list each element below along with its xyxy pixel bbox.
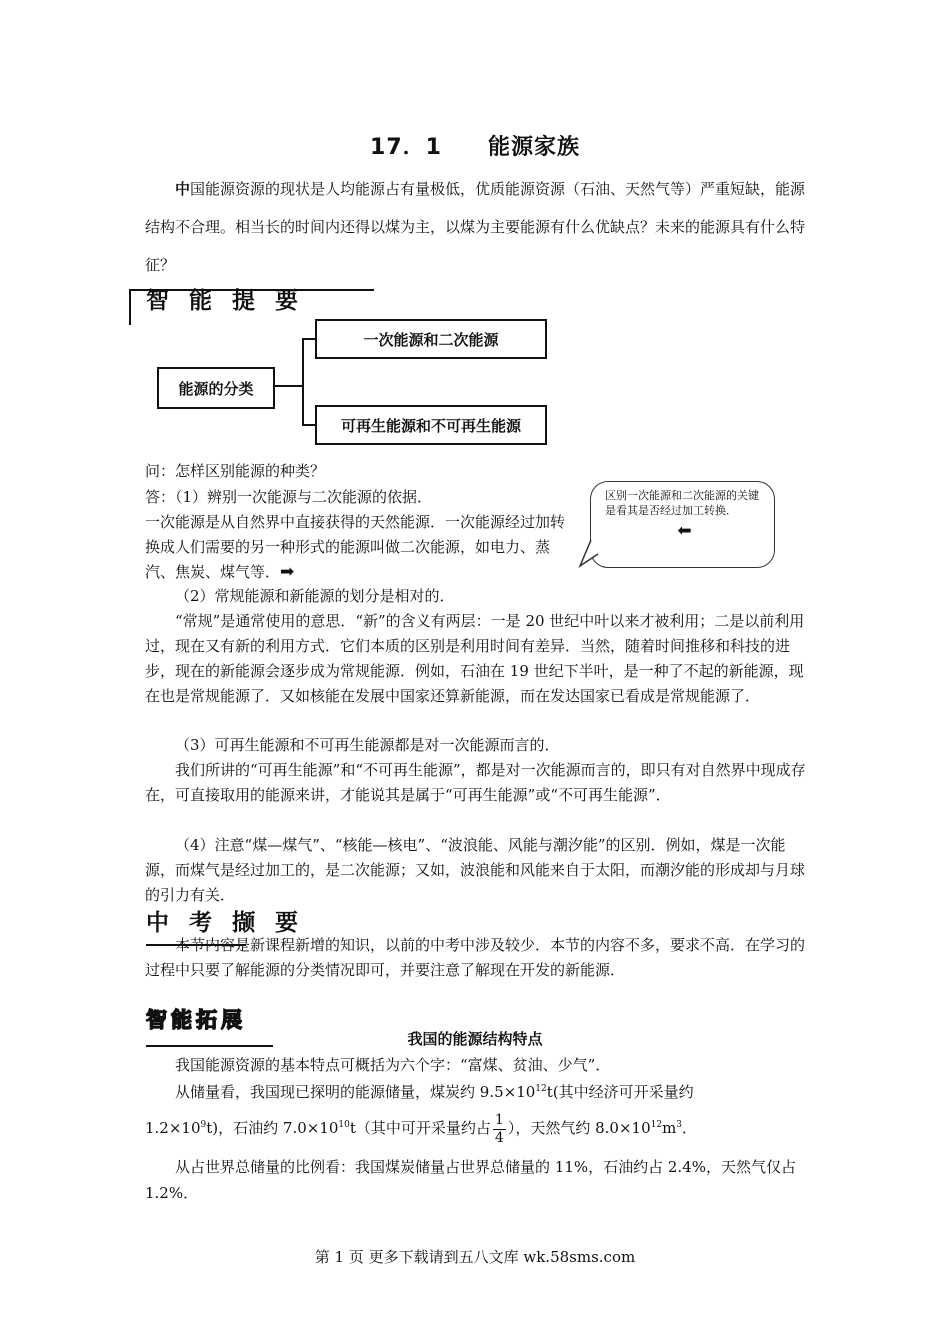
p2-text-g: m	[662, 1119, 677, 1137]
answer-3-body: 我们所讲的“可再生能源”和“不可再生能源”，都是对一次能源而言的，即只有对自然界中现成存在，可直接取用的能源来讲，才能说其是属于“可再生能源”或“不可再生能源”．	[145, 761, 806, 804]
section3-paragraph-1: 我国能源资源的基本特点可概括为六个字：“富煤、贫油、少气”．	[175, 1056, 611, 1074]
diagram-connector-spine	[302, 338, 304, 425]
p2-text-h: ．	[682, 1119, 698, 1137]
p2-text-e: t（其中可开采量约占	[349, 1119, 491, 1137]
p2-text-b: t(其中经济可开采量约	[546, 1083, 694, 1101]
section1-heading: 智 能 提 要	[146, 288, 305, 314]
section2-heading: 中 考 撷 要	[146, 910, 305, 936]
diagram-connector-top	[302, 338, 316, 340]
answer-1-text: 一次能源是从自然界中直接获得的天然能源．一次能源经过加转换成人们需要的另一种形式的能源叫做二次能源，如电力、蒸汽、焦炭、煤气等．	[145, 513, 566, 581]
fraction-numerator: 1	[494, 1111, 504, 1128]
arrow-left-icon: ⬅	[677, 521, 692, 541]
answer-3-line: （3）可再生能源和不可再生能源都是对一次能源而言的．	[175, 736, 560, 754]
intro-first-char: 中	[175, 180, 191, 198]
intro-text: 国能源资源的现状是人均能源占有量极低，优质能源资源（石油、天然气等）严重短缺，能源结构不合理。相当长的时间内还得以煤为主，以煤为主要能源有什么优缺点？未来的能源具有什么特征？	[145, 180, 806, 274]
answer-4-paragraph: （4）注意“煤—煤气”、“核能—核电”、“波浪能、风能与潮汐能”的区别．例如，煤是一次能源，而煤气是经过加工的，是二次能源；又如，波浪能和风能来自于太阳，而潮汐能的形成却与月球的引力有关．	[145, 836, 806, 904]
p2-exponent-1: 12	[535, 1084, 547, 1094]
callout-tail	[578, 540, 600, 568]
section3-paragraph-2-line-1	[145, 1078, 807, 1106]
section2-body: 本节内容是新课程新增的知识，以前的中考中涉及较少．本节的内容不多，要求不高．在学习的过程中只要了解能源的分类情况即可，并要注意了解现在开发的新能源．	[145, 936, 806, 979]
diagram-branch-bottom-box	[315, 405, 547, 445]
fraction-one-quarter	[493, 1112, 506, 1147]
section3-paragraph-3: 从占世界总储量的比例看：我国煤炭储量占世界总储量的 11%，石油约占 2.4%，天然气仅占 1.2%．	[145, 1158, 796, 1202]
intro-paragraph	[145, 170, 807, 284]
diagram-branch-top-box	[315, 319, 547, 359]
p2-exponent-3: 10	[338, 1120, 350, 1130]
section3-paragraph-2-line-2	[145, 1110, 807, 1147]
diagram-root-box	[157, 367, 275, 409]
fraction-denominator: 4	[494, 1129, 504, 1146]
p2-exponent-5: 3	[676, 1120, 683, 1130]
diagram-connector-stem	[273, 385, 303, 387]
p2-text-c: 1.2×10	[145, 1119, 201, 1137]
answer-2-body: “常规”是通常使用的意思．“新”的含义有两层：一是 20 世纪中叶以来才被利用；二是以前利用过，现在又有新的利用方式．它们本质的区别是利用时间有差异．当然，随着时间推移和科技的进步，现在的新能源会逐步成为常规能源．例如，石油在 19 世纪下半叶，是一种了不起的新能源，现在也是常规能源了．又如核能在发展中国家还算新能源，而在发达国家已看成是常规能源了．	[145, 612, 805, 705]
answer-1-line: 答：（1）辨别一次能源与二次能源的依据．	[145, 488, 433, 506]
diagram-branch-top-label: 一次能源和二次能源	[363, 330, 499, 349]
callout-bubble	[590, 481, 775, 568]
p2-text-d: t)，石油约 7.0×10	[206, 1119, 339, 1137]
callout-text: 区别一次能源和二次能源的关键是看其是否经过加工转换．	[605, 489, 759, 517]
diagram-root-label: 能源的分类	[178, 379, 254, 398]
page-footer: 第 1 页 更多下载请到五八文库 wk.58sms.com	[314, 1248, 636, 1266]
p2-exponent-2: 9	[200, 1120, 207, 1130]
question-line: 问：怎样区别能源的种类？	[145, 462, 326, 480]
arrow-right-icon: ➡	[280, 562, 295, 582]
p2-text-a: 从储量看，我国现已探明的能源储量，煤炭约 9.5×10	[175, 1083, 536, 1101]
answer-1-body	[145, 510, 570, 585]
section1-heading-bracket-vertical	[129, 289, 131, 325]
answer-2-line: （2）常规能源和新能源的划分是相对的．	[175, 587, 455, 605]
section3-heading: 智能拓展	[146, 1008, 246, 1032]
p2-exponent-4: 12	[650, 1120, 663, 1130]
diagram-branch-bottom-label: 可再生能源和不可再生能源	[340, 416, 521, 435]
page-title: 17．1 能源家族	[370, 135, 580, 160]
section3-subheading: 我国的能源结构特点	[407, 1030, 543, 1048]
diagram-connector-bottom	[302, 424, 316, 426]
p2-text-f: ），天然气约 8.0×10	[507, 1119, 651, 1137]
